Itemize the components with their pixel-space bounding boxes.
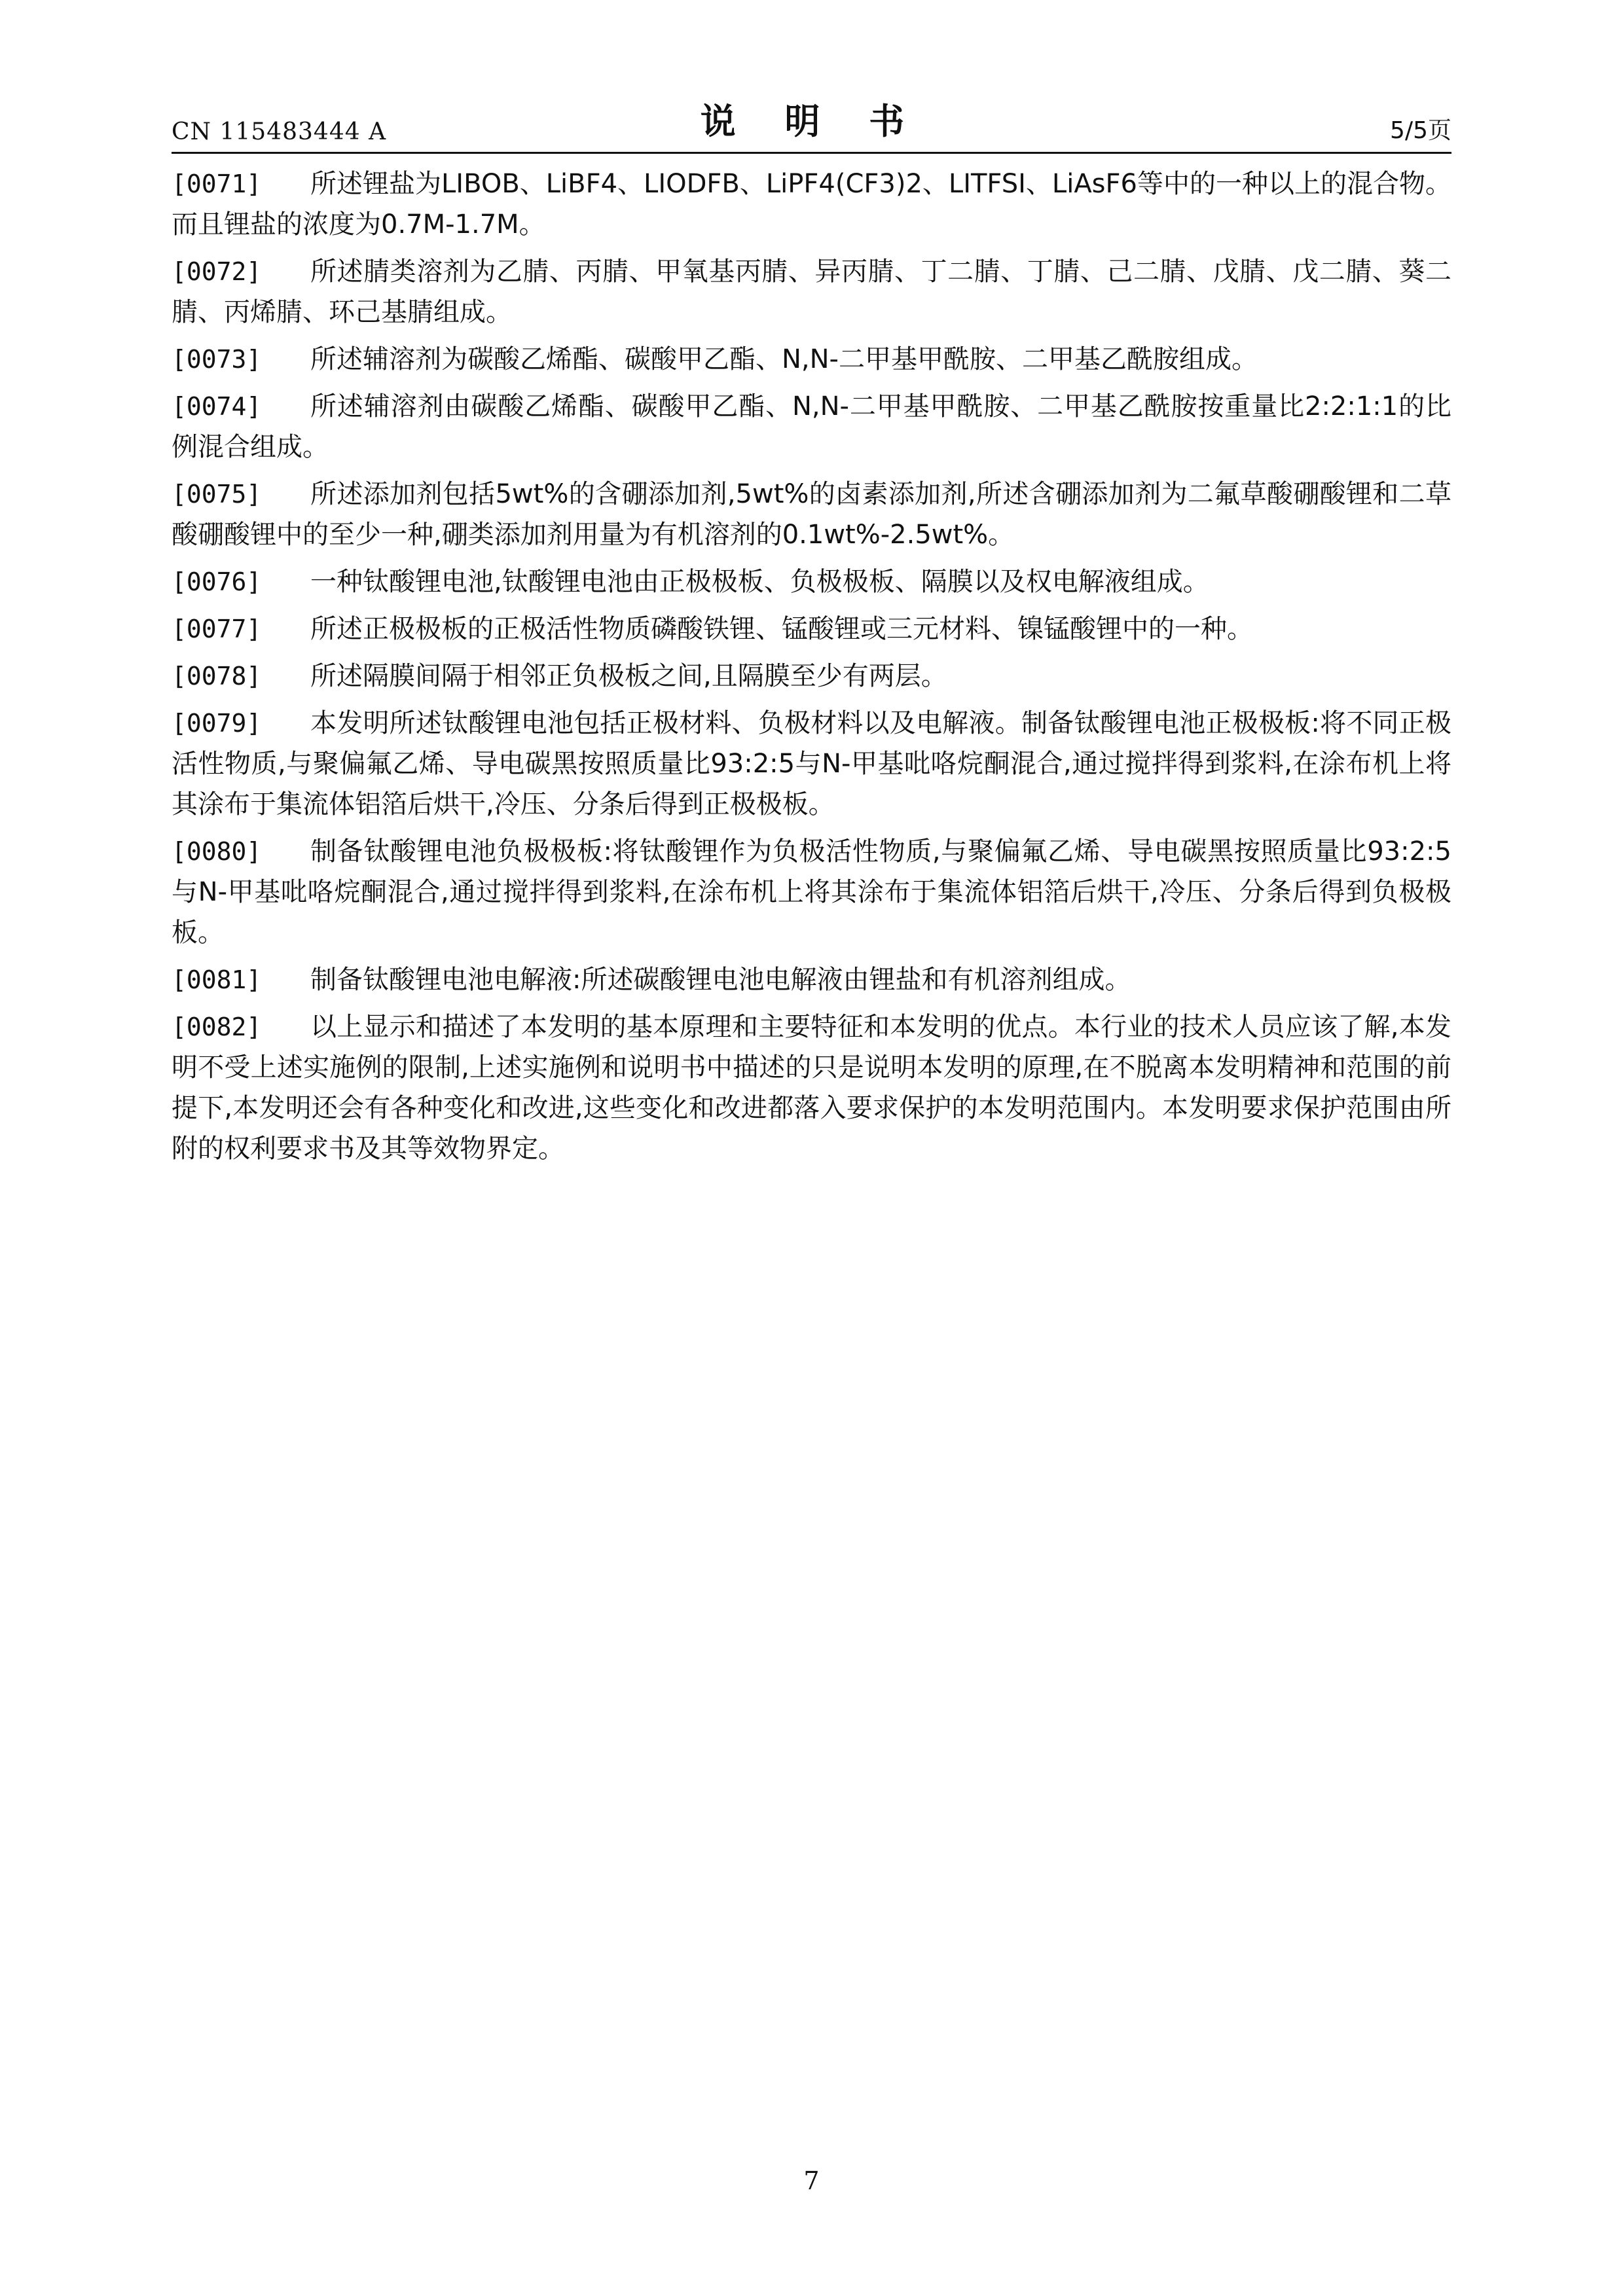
paragraph-text: 本发明所述钛酸锂电池包括正极材料、负极材料以及电解液。制备钛酸锂电池正极极板:将不同正极活性物质,与聚偏氟乙烯、导电碳黑按照质量比93:2:5与N-甲基吡咯烷酮混合,通过搅拌得到浆料,在涂布机上将其涂布于集流体铝箔后烘干,冷压、分条后得到正极极板。 [172,708,1451,819]
paragraph-text: 所述添加剂包括5wt%的含硼添加剂,5wt%的卤素添加剂,所述含硼添加剂为二氟草酸硼酸锂和二草酸硼酸锂中的至少一种,硼类添加剂用量为有机溶剂的0.1wt%-2.5wt%。 [172,479,1451,550]
paragraph-0080 [172,831,1451,953]
paragraph-0073 [172,339,1451,380]
paragraph-0074 [172,386,1451,467]
paragraph-0072 [172,251,1451,332]
paragraph-0076 [172,562,1451,602]
paragraph-text: 以上显示和描述了本发明的基本原理和主要特征和本发明的优点。本行业的技术人员应该了解,本发明不受上述实施例的限制,上述实施例和说明书中描述的只是说明本发明的原理,在不脱离本发明精神和范围的前提下,本发明还会有各种变化和改进,这些变化和改进都落入要求保护的本发明范围内。本发明要求保护范围由所附的权利要求书及其等效物界定。 [172,1012,1451,1164]
paragraph-number: [0077] [172,615,262,643]
paragraph-number: [0080] [172,837,262,866]
paragraph-number: [0079] [172,709,262,738]
paragraph-number: [0075] [172,480,262,509]
page-header [172,98,1451,151]
paragraph-number: [0072] [172,257,262,286]
paragraph-0081 [172,960,1451,1000]
paragraph-number: [0074] [172,392,262,421]
paragraph-number: [0082] [172,1013,262,1041]
paragraph-number: [0071] [172,170,262,198]
header-divider [172,152,1451,154]
paragraph-text: 制备钛酸锂电池电解液:所述碳酸锂电池电解液由锂盐和有机溶剂组成。 [310,965,1131,995]
paragraph-text: 所述辅溶剂由碳酸乙烯酯、碳酸甲乙酯、N,N-二甲基甲酰胺、二甲基乙酰胺按重量比2:2:1:1的比例混合组成。 [172,391,1451,462]
paragraph-0075 [172,474,1451,555]
paragraph-0071 [172,164,1451,245]
paragraph-text: 所述正极极板的正极活性物质磷酸铁锂、锰酸锂或三元材料、镍锰酸锂中的一种。 [310,614,1253,644]
document-title: 说 明 书 [700,101,923,142]
page-info: 5/5页 [1390,117,1451,144]
paragraph-number: [0081] [172,965,262,994]
paragraph-0078 [172,656,1451,696]
page-number: 7 [803,2166,820,2195]
paragraph-0079 [172,703,1451,825]
paragraph-number: [0073] [172,345,262,374]
document-body [172,164,1451,1175]
paragraph-text: 制备钛酸锂电池负极极板:将钛酸锂作为负极活性物质,与聚偏氟乙烯、导电碳黑按照质量比93:2:5与N-甲基吡咯烷酮混合,通过搅拌得到浆料,在涂布机上将其涂布于集流体铝箔后烘干,冷压、分条后得到负极极板。 [172,836,1451,948]
paragraph-text: 所述锂盐为LIBOB、LiBF4、LIODFB、LiPF4(CF3)2、LITFSI、LiAsF6等中的一种以上的混合物。而且锂盐的浓度为0.7M-1.7M。 [172,169,1451,240]
paragraph-text: 所述腈类溶剂为乙腈、丙腈、甲氧基丙腈、异丙腈、丁二腈、丁腈、己二腈、戊腈、戊二腈、葵二腈、丙烯腈、环己基腈组成。 [172,257,1451,327]
paragraph-text: 一种钛酸锂电池,钛酸锂电池由正极极板、负极极板、隔膜以及权电解液组成。 [310,567,1209,597]
paragraph-0077 [172,609,1451,649]
paragraph-text: 所述辅溶剂为碳酸乙烯酯、碳酸甲乙酯、N,N-二甲基甲酰胺、二甲基乙酰胺组成。 [310,344,1258,374]
publication-number: CN 115483444 A [172,118,387,145]
paragraph-0082 [172,1007,1451,1169]
paragraph-number: [0076] [172,567,262,596]
paragraph-number: [0078] [172,662,262,691]
paragraph-text: 所述隔膜间隔于相邻正负极板之间,且隔膜至少有两层。 [310,661,947,691]
